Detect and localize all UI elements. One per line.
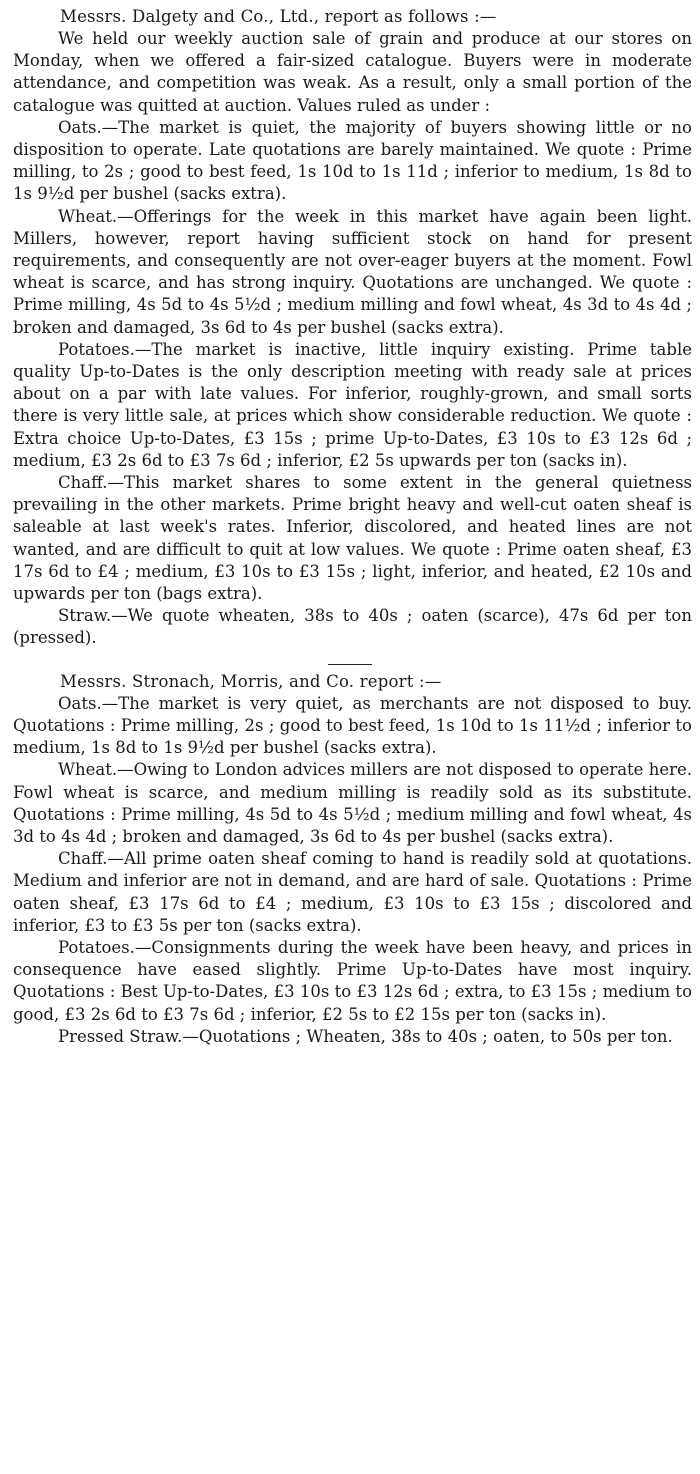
stronach-chaff-paragraph: Chaff.—All prime oaten sheaf coming to hand is readily sold at quotations. Medium and inferior are not in demand, and are hard of sale. Quotations : Prime oaten sheaf, £3 17s 6d to £4 ; medium, £3 10s to £3 15s ; discolored and inferior, £3 to £3 5s per ton (sacks extra). — [13, 849, 692, 935]
dalgety-potatoes-paragraph: Potatoes.—The market is inactive, little inquiry existing. Prime table quality Up-to-Dates is the only description meeting with ready sale at prices about on a par with late values. For inferior, roughly-grown, and small sorts there is very little sale, at prices which show considerable reduction. We quote : Extra choice Up-to-Dates, £3 15s ; prime Up-to-Dates, £3 10s to £3 12s 6d ; medium, £3 2s 6d to £3 7s 6d ; inferior, £2 5s upwards per ton (sacks in). — [13, 339, 692, 470]
section-divider — [328, 664, 372, 665]
dalgety-report — [13, 6, 692, 650]
stronach-straw-paragraph: Pressed Straw.—Quotations ; Wheaten, 38s to 40s ; oaten, to 50s per ton. — [58, 1026, 673, 1046]
stronach-wheat-paragraph: Wheat.—Owing to London advices millers are not disposed to operate here. Fowl wheat is scarce, and medium milling is readily sold as its substitute. Quotations : Prime milling, 4s 5d to 4s 5½d ; medium milling and fowl wheat, 4s 3d to 4s 4d ; broken and damaged, 3s 6d to 4s per bushel (sacks extra). — [13, 760, 692, 846]
dalgety-wheat-paragraph: Wheat.—Offerings for the week in this market have again been light. Millers, however, report having sufficient stock on hand for present requirements, and consequently are not over-eager buyers at the moment. Fowl wheat is scarce, and has strong inquiry. Quotations are unchanged. We quote : Prime milling, 4s 5d to 4s 5½d ; medium milling and fowl wheat, 4s 3d to 4s 4d ; broken and damaged, 3s 6d to 4s per bushel (sacks extra). — [13, 206, 692, 337]
stronach-oats-paragraph: Oats.—The market is very quiet, as merchants are not disposed to buy. Quotations : Prime milling, 2s ; good to best feed, 1s 10d to 1s 11½d ; inferior to medium, 1s 8d to 1s 9½d per bushel (sacks extra). — [13, 693, 692, 758]
dalgety-straw-paragraph: Straw.—We quote wheaten, 38s to 40s ; oaten (scarce), 47s 6d per ton (pressed). — [13, 606, 692, 648]
stronach-report-heading: Messrs. Stronach, Morris, and Co. report :— — [60, 671, 442, 691]
dalgety-chaff-paragraph: Chaff.—This market shares to some extent in the general quietness prevailing in the other markets. Prime bright heavy and well-cut oaten sheaf is saleable at last week's rates. Inferior, discolored, and heated lines are not wanted, and are difficult to quit at low values. We quote : Prime oaten sheaf, £3 17s 6d to £4 ; medium, £3 10s to £3 15s ; light, inferior, and heated, £2 10s and upwards per ton (bags extra). — [13, 473, 692, 604]
dalgety-oats-paragraph: Oats.—The market is quiet, the majority of buyers showing little or no disposition to operate. Late quotations are barely maintained. We quote : Prime milling, to 2s ; good to best feed, 1s 10d to 1s 11d ; inferior to medium, 1s 8d to 1s 9½d per bushel (sacks extra). — [13, 117, 692, 204]
stronach-report — [13, 671, 692, 1048]
dalgety-report-heading: Messrs. Dalgety and Co., Ltd., report as follows :— — [60, 7, 497, 26]
dalgety-intro-paragraph: We held our weekly auction sale of grain and produce at our stores on Monday, when we offered a fair-sized catalogue. Buyers were in moderate attendance, and competition was weak. As a result, only a small portion of the catalogue was quitted at auction. Values ruled as under : — [13, 29, 692, 115]
stronach-potatoes-paragraph: Potatoes.—Consignments during the week have been heavy, and prices in consequence have eased slightly. Prime Up-to-Dates have most inquiry. Quotations : Best Up-to-Dates, £3 10s to £3 12s 6d ; extra, to £3 15s ; medium to good, £3 2s 6d to £3 7s 6d ; inferior, £2 5s to £2 15s per ton (sacks in). — [13, 937, 692, 1024]
